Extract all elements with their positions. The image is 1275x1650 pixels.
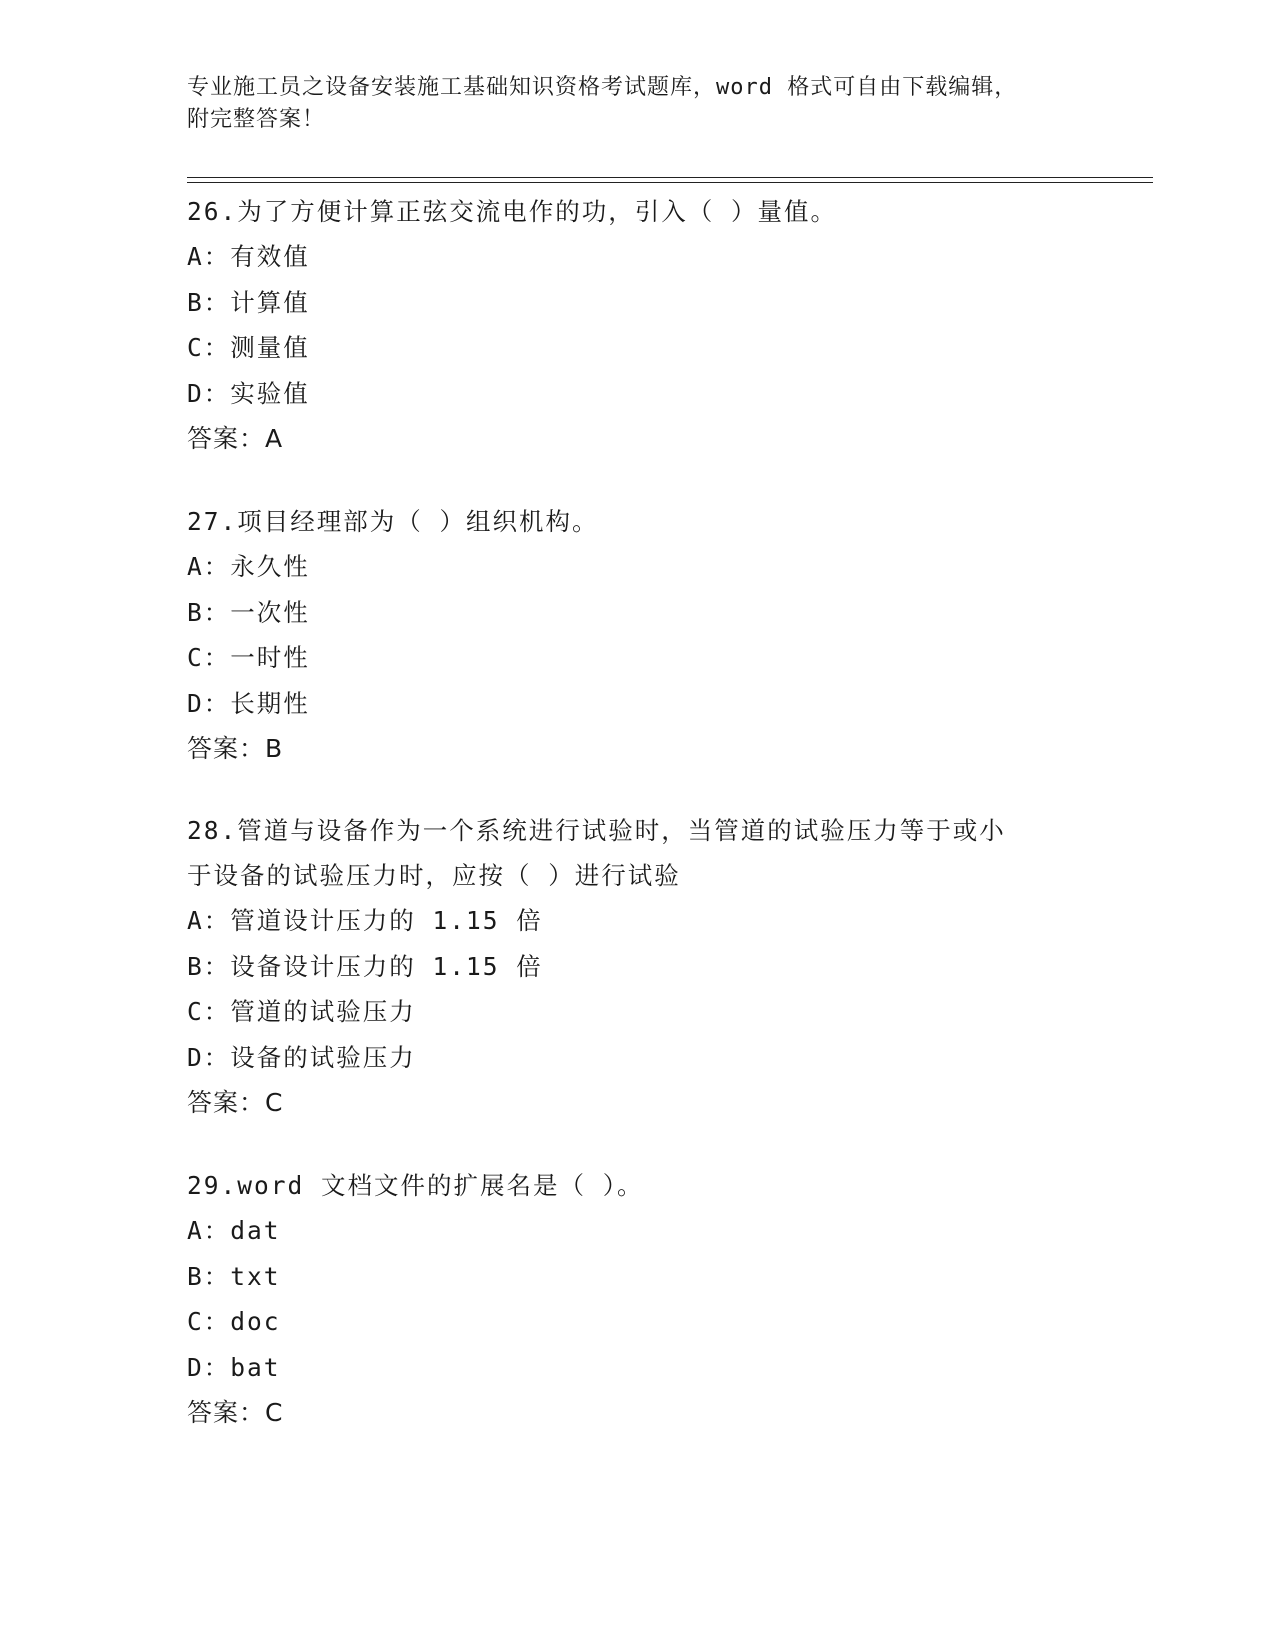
option-c: C：doc (187, 1307, 281, 1336)
option-c: C：管道的试验压力 (187, 997, 416, 1026)
option-b: B：txt (187, 1261, 281, 1291)
option-a: A：dat (187, 1216, 281, 1245)
header-line-2: 附完整答案！ (187, 107, 326, 132)
question-stem-line-1: 28.管道与设备作为一个系统进行试验时，当管道的试验压力等于或小 (187, 816, 1006, 845)
question-stem: 26.为了方便计算正弦交流电作的功，引入（ ）量值。 (187, 197, 837, 226)
question-27 (187, 499, 1087, 771)
option-d: D：bat (187, 1352, 281, 1382)
option-a: A：有效值 (187, 242, 310, 271)
option-b: B：一次性 (187, 597, 310, 627)
option-d: D：长期性 (187, 688, 310, 718)
question-stem: 27.项目经理部为（ ）组织机构。 (187, 507, 599, 536)
option-c: C：一时性 (187, 643, 310, 672)
option-a: A：管道设计压力的 1.15 倍 (187, 906, 543, 935)
answer: 答案：C (187, 1088, 284, 1117)
option-d: D：设备的试验压力 (187, 1042, 416, 1072)
header-divider-top (187, 177, 1153, 178)
question-29 (187, 1163, 1087, 1435)
document-header (187, 72, 1087, 136)
option-b: B：计算值 (187, 287, 310, 317)
option-b: B：设备设计压力的 1.15 倍 (187, 951, 543, 981)
option-a: A：永久性 (187, 552, 310, 581)
option-d: D：实验值 (187, 378, 310, 408)
answer: 答案：A (187, 424, 284, 453)
option-c: C：测量值 (187, 333, 310, 362)
header-line-1: 专业施工员之设备安装施工基础知识资格考试题库，word 格式可自由下载编辑， (187, 75, 1018, 100)
answer: 答案：C (187, 1398, 284, 1427)
question-stem-line-2: 于设备的试验压力时，应按（ ）进行试验 (187, 861, 681, 890)
answer: 答案：B (187, 734, 284, 763)
question-28 (187, 808, 1087, 1125)
header-divider-bottom (187, 182, 1153, 183)
question-26 (187, 189, 1087, 461)
question-stem: 29.word 文档文件的扩展名是（ ）。 (187, 1171, 644, 1200)
